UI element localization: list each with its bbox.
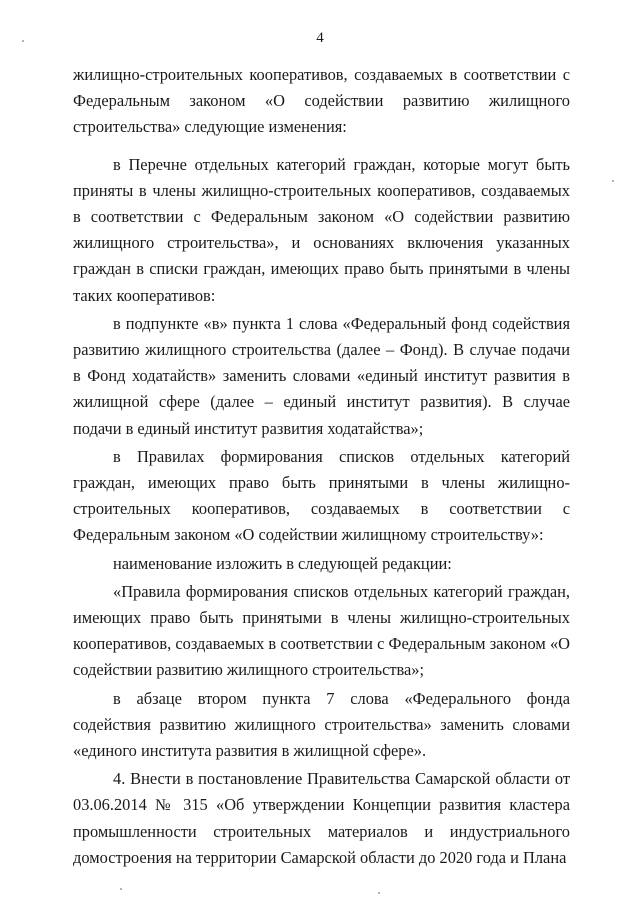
paragraph-4: в Правилах формирования списков отдельных категорий граждан, имеющих право быть принятыми в члены жилищно-строительных кооперативов, создаваемых в соответствии с Федеральным законом «О содействии жилищному строительству»: (73, 446, 570, 545)
paragraph-3: в подпункте «в» пункта 1 слова «Федеральный фонд содействия развитию жилищного строительства (далее – Фонд). В случае подачи в Фонд ходатайств» заменить словами «единый институт развития в жилищной сфере (далее – единый институт развития). В случае подачи в единый институт развития ходатайства»; (73, 313, 570, 438)
paragraph-6: «Правила формирования списков отдельных категорий граждан, имеющих право быть принятыми в члены жилищно-строительных кооперативов, создаваемых в соответствии с Федеральным законом «О содействии развитию жилищного строительства»; (73, 581, 570, 680)
paragraph-2: в Перечне отдельных категорий граждан, которые могут быть приняты в члены жилищно-строительных кооперативов, создаваемых в соответствии с Федеральным законом «О содействии развитию жилищного строительства», и основаниях включения указанных граждан в списки граждан, имеющих право быть принятыми в члены таких кооперативов: (73, 154, 570, 305)
scan-speck (612, 180, 614, 182)
paragraph-1: жилищно-строительных кооперативов, создаваемых в соответствии с Федеральным законом «О содействии развитию жилищного строительства» следующие изменения: (73, 65, 570, 137)
page-number: 4 (316, 30, 324, 46)
paragraph-7: в абзаце втором пункта 7 слова «Федерального фонда содействия развитию жилищного строительства» заменить словами «единого института развития в жилищной сфере». (73, 688, 570, 761)
document-body (73, 62, 570, 871)
scan-speck (378, 892, 380, 894)
scan-speck (120, 888, 122, 890)
paragraph-5: наименование изложить в следующей редакции: (113, 553, 452, 573)
scan-speck (22, 40, 24, 42)
paragraph-8: 4. Внести в постановление Правительства Самарской области от 03.06.2014 № 315 «Об утверждении Концепции развития кластера промышленности строительных материалов и индустриального домостроения на территории Самарской области до 2020 года и Плана (73, 769, 570, 867)
